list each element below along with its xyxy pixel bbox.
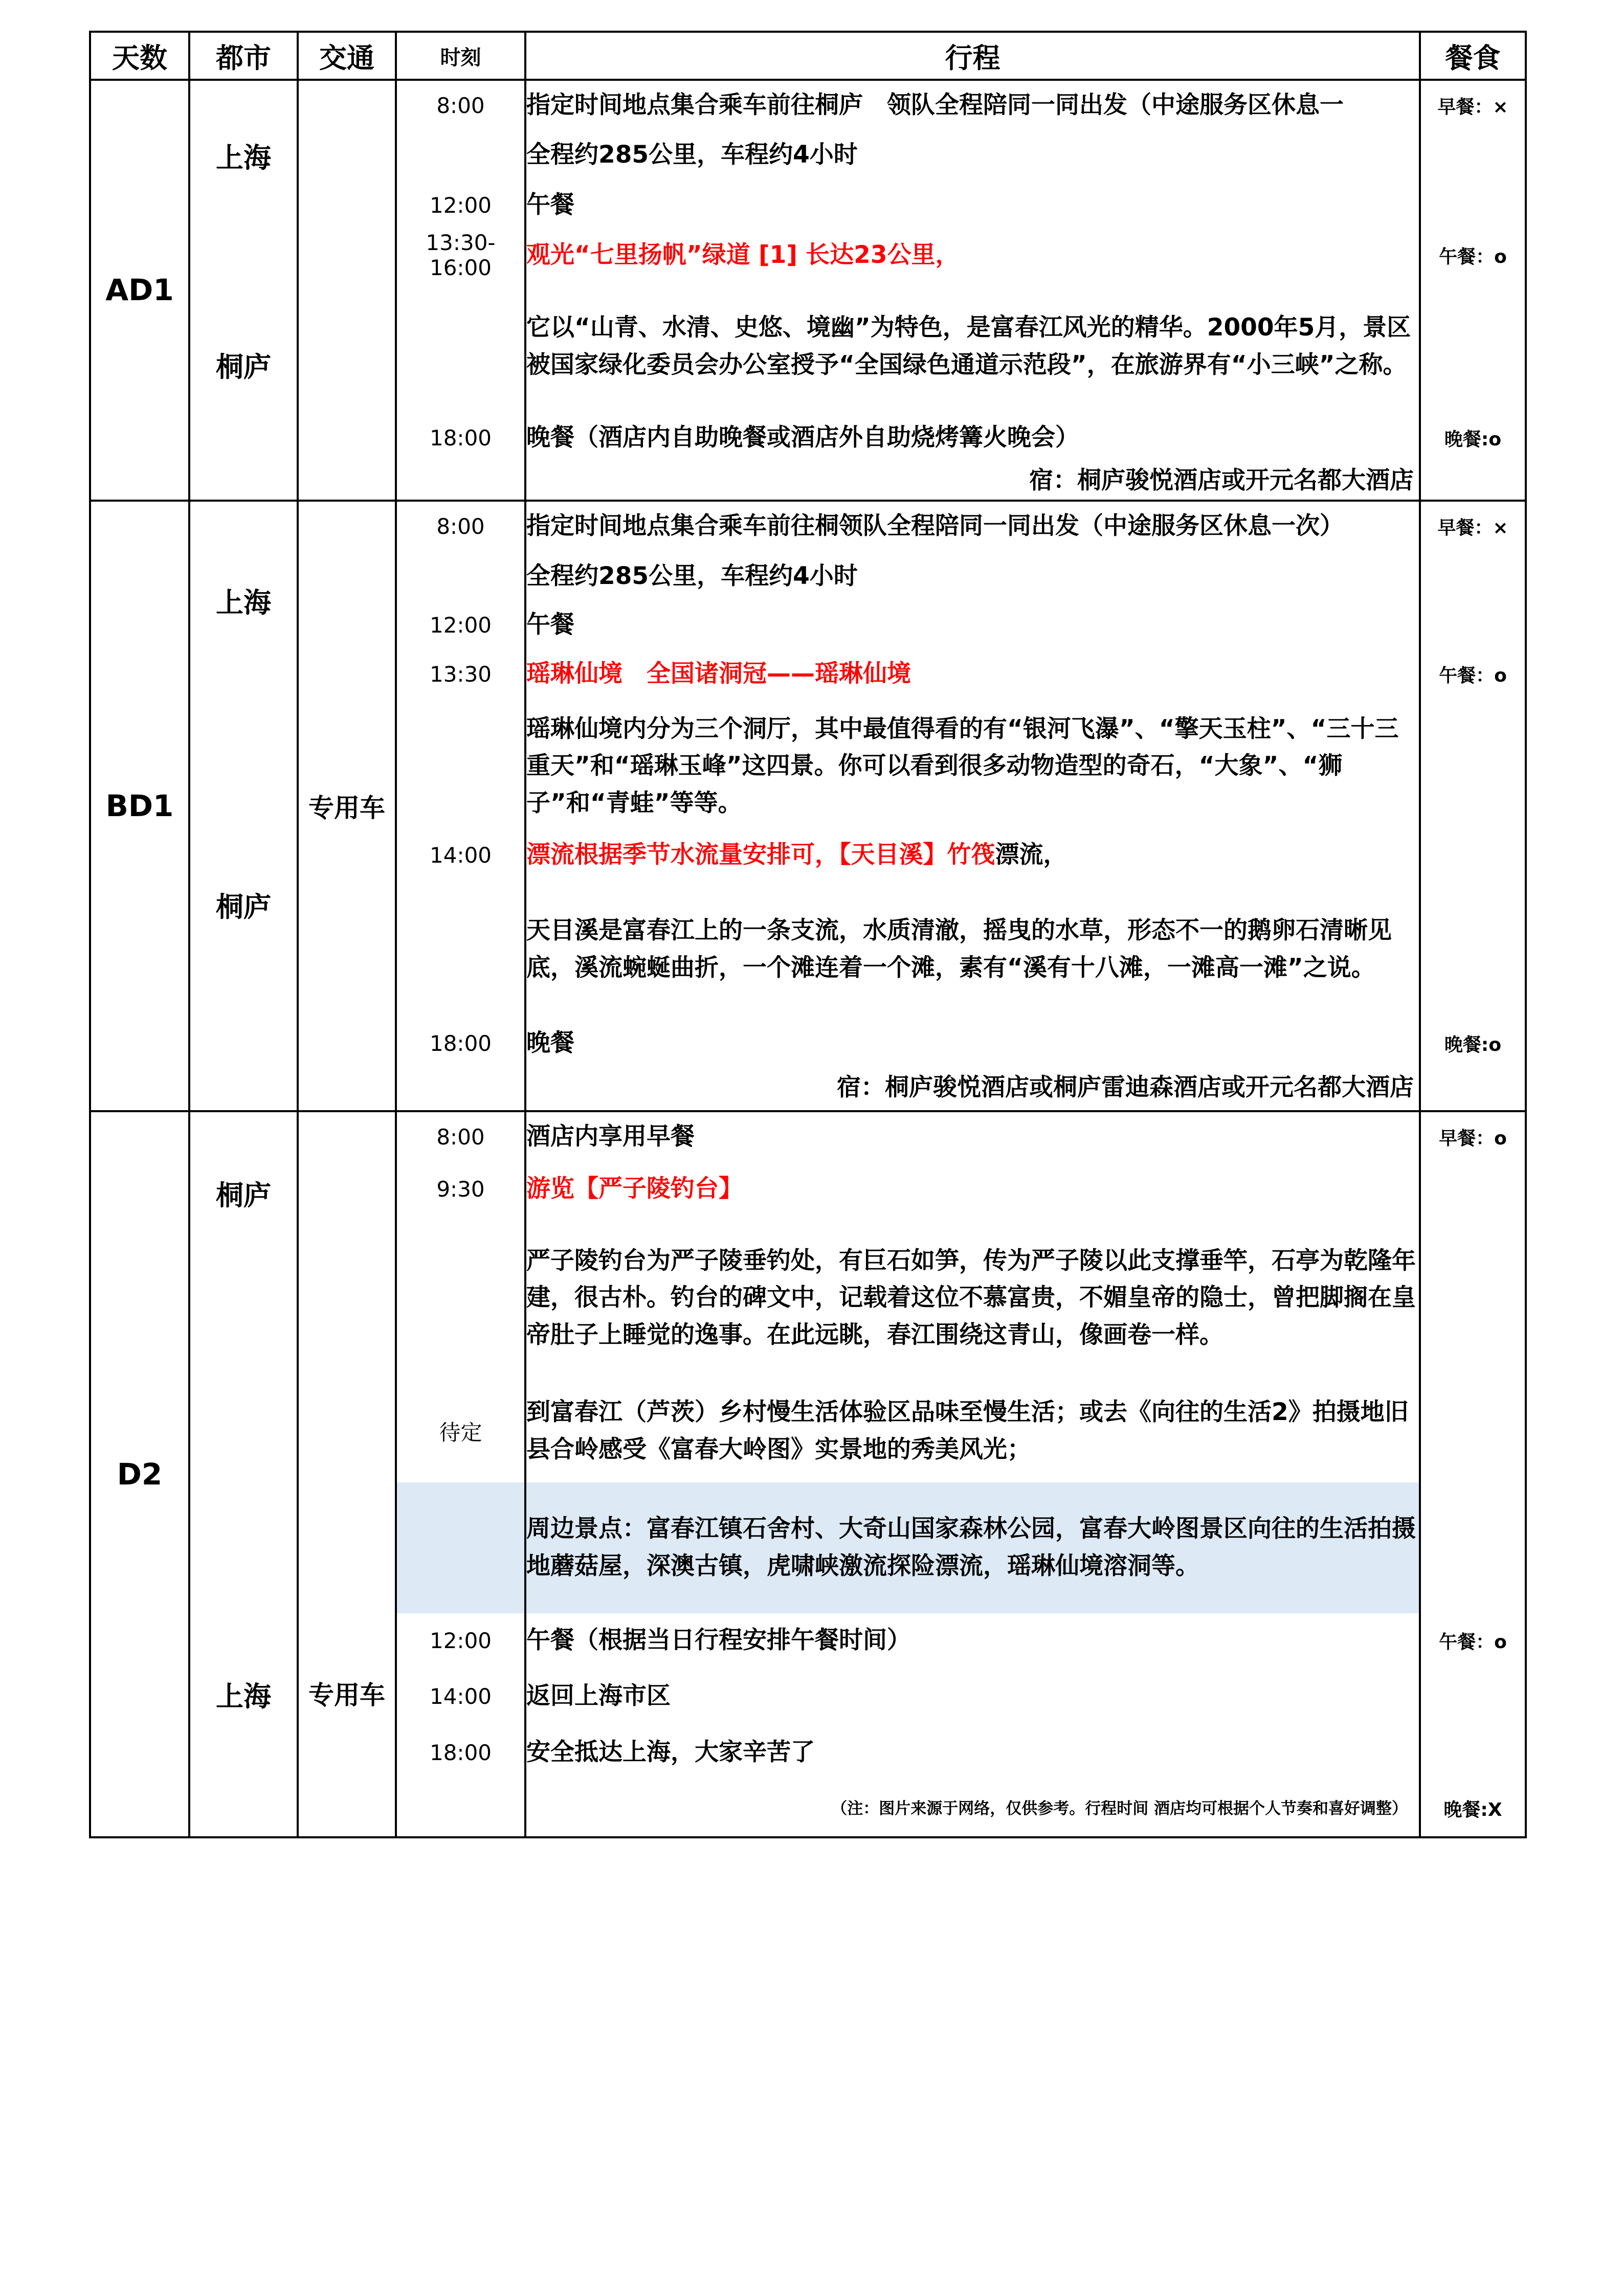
meal-cell: [1420, 280, 1526, 413]
header-transport: 交通: [298, 32, 396, 80]
meal-cell: [1420, 1669, 1526, 1725]
itinerary-highlight: 瑶琳仙境 全国诸洞冠——瑶琳仙境: [525, 649, 1420, 700]
header-city: 都市: [189, 32, 298, 80]
meal-cell: 晚餐:o: [1420, 413, 1526, 462]
hotel-text: 宿：桐庐骏悦酒店或开元名都大酒店: [525, 462, 1420, 501]
meal-cell: [1420, 1725, 1526, 1781]
itinerary-table: [89, 31, 1527, 1838]
header-meal: 餐食: [1420, 32, 1526, 80]
time-cell: [396, 1066, 525, 1111]
meal-cell: 午餐：o: [1420, 649, 1526, 700]
time-cell: [396, 1482, 525, 1613]
footnote-text: （注：图片来源于网络，仅供参考。行程时间 酒店均可根据个人节奏和喜好调整）: [525, 1781, 1420, 1837]
meal-cell: [1420, 878, 1526, 1021]
itinerary-text: 严子陵钓台为严子陵垂钓处，有巨石如笋，传为严子陵以此支撑垂竿，石亭为乾隆年建，很古朴。钓台的碑文中，记载着这位不慕富贵，不媚皇帝的隐士，曾把脚搁在皇帝肚子上睡觉的逸事。在此远眺，春江围绕这青山，像画卷一样。: [525, 1217, 1420, 1380]
table-row: [90, 1613, 1526, 1669]
meal-cell: [1420, 180, 1526, 230]
meal-cell: [1420, 552, 1526, 602]
day-label: BD1: [90, 501, 189, 1111]
meal-cell: [1420, 833, 1526, 878]
table-row: [90, 501, 1526, 552]
time-cell: [396, 552, 525, 602]
meal-cell: 晚餐:o: [1420, 1021, 1526, 1066]
time-cell: [396, 1781, 525, 1837]
header-day: 天数: [90, 32, 189, 80]
itinerary-text: 指定时间地点集合乘车前往桐领队全程陪同一同出发（中途服务区休息一次）: [525, 501, 1420, 552]
city-cell: 桐庐: [189, 700, 298, 1111]
city-cell: 桐庐: [189, 230, 298, 501]
itinerary-highlight: 游览【严子陵钓台】: [525, 1162, 1420, 1217]
itinerary-text: 午餐: [525, 602, 1420, 649]
time-cell: 18:00: [396, 1725, 525, 1781]
city-cell: 上海: [189, 501, 298, 700]
itinerary-text: 酒店内享用早餐: [525, 1111, 1420, 1162]
itinerary-text: 晚餐: [525, 1021, 1420, 1066]
day-label: D2: [90, 1111, 189, 1837]
transport-cell: 专用车: [298, 501, 396, 1111]
time-cell: 18:00: [396, 413, 525, 462]
itinerary-text: 安全抵达上海，大家辛苦了: [525, 1725, 1420, 1781]
meal-cell: 午餐：o: [1420, 1613, 1526, 1669]
meal-cell: 早餐：×: [1420, 80, 1526, 130]
time-cell: 8:00: [396, 501, 525, 552]
itinerary-text: 返回上海市区: [525, 1669, 1420, 1725]
time-cell: 8:00: [396, 80, 525, 130]
itinerary-text: 全程约285公里，车程约4小时: [525, 130, 1420, 180]
time-cell: 待定: [396, 1380, 525, 1482]
transport-cell: [298, 80, 396, 501]
itinerary-text: 午餐: [525, 180, 1420, 230]
time-cell: [396, 462, 525, 501]
time-cell: 14:00: [396, 1669, 525, 1725]
itinerary-text: 瑶琳仙境内分为三个洞厅，其中最值得看的有“银河飞瀑”、“擎天玉柱”、“三十三重天”和“瑶琳玉峰”这四景。你可以看到很多动物造型的奇石，“大象”、“狮子”和“青蛙”等等。: [525, 700, 1420, 833]
transport-cell: [298, 1111, 396, 1613]
header-itinerary: 行程: [525, 32, 1420, 80]
time-cell: 12:00: [396, 180, 525, 230]
table-row: [90, 80, 1526, 130]
day-label: AD1: [90, 80, 189, 501]
meal-cell: [1420, 1162, 1526, 1217]
time-cell: [396, 130, 525, 180]
time-cell: 9:30: [396, 1162, 525, 1217]
meal-cell: 早餐：o: [1420, 1111, 1526, 1162]
meal-cell: 早餐：×: [1420, 501, 1526, 552]
itinerary-text: 指定时间地点集合乘车前往桐庐 领队全程陪同一同出发（中途服务区休息一: [525, 80, 1420, 130]
meal-cell: [1420, 1380, 1526, 1482]
time-cell: [396, 1217, 525, 1380]
meal-cell: [1420, 1217, 1526, 1380]
itinerary-text: 全程约285公里，车程约4小时: [525, 552, 1420, 602]
time-cell: 14:00: [396, 833, 525, 878]
itinerary-text: 午餐（根据当日行程安排午餐时间）: [525, 1613, 1420, 1669]
itinerary-highlight: [525, 833, 1420, 878]
time-cell: 12:00: [396, 1613, 525, 1669]
meal-cell: 午餐：o: [1420, 230, 1526, 280]
time-cell: [396, 280, 525, 413]
rafting-suffix: 漂流，: [995, 841, 1067, 869]
time-cell: 18:00: [396, 1021, 525, 1066]
meal-cell: [1420, 1066, 1526, 1111]
time-cell: [396, 878, 525, 1021]
meal-cell: [1420, 602, 1526, 649]
meal-cell: 晚餐:X: [1420, 1781, 1526, 1837]
meal-cell: [1420, 462, 1526, 501]
time-cell: 13:30: [396, 649, 525, 700]
hotel-text: 宿：桐庐骏悦酒店或桐庐雷迪森酒店或开元名都大酒店: [525, 1066, 1420, 1111]
time-cell: 12:00: [396, 602, 525, 649]
nearby-attractions: 周边景点：富春江镇石舍村、大奇山国家森林公园，富春大岭图景区向往的生活拍摄地蘑菇屋，深澳古镇，虎啸峡激流探险漂流，瑶琳仙境溶洞等。: [525, 1482, 1420, 1613]
header-time: 时刻: [396, 32, 525, 80]
time-cell: 13:30-16:00: [396, 230, 525, 280]
city-cell: 上海: [189, 80, 298, 230]
itinerary-text: 晚餐（酒店内自助晚餐或酒店外自助烧烤篝火晚会）: [525, 413, 1420, 462]
itinerary-highlight: 观光“七里扬帆”绿道 [1] 长达23公里，: [525, 230, 1420, 280]
itinerary-text: 到富春江（芦茨）乡村慢生活体验区品味至慢生活；或去《向往的生活2》拍摄地旧县合岭感受《富春大岭图》实景地的秀美风光；: [525, 1380, 1420, 1482]
header-row: [90, 32, 1526, 80]
meal-cell: [1420, 700, 1526, 833]
meal-cell: [1420, 1482, 1526, 1613]
time-cell: 8:00: [396, 1111, 525, 1162]
time-cell: [396, 700, 525, 833]
itinerary-text: 它以“山青、水清、史悠、境幽”为特色，是富春江风光的精华。2000年5月，景区被国家绿化委员会办公室授予“全国绿色通道示范段”，在旅游界有“小三峡”之称。: [525, 280, 1420, 413]
table-row: [90, 1111, 1526, 1162]
itinerary-text: 天目溪是富春江上的一条支流，水质清澈，摇曳的水草，形态不一的鹅卵石清晰见底，溪流蜿蜒曲折，一个滩连着一个滩，素有“溪有十八滩，一滩高一滩”之说。: [525, 878, 1420, 1021]
city-cell: 桐庐: [189, 1111, 298, 1613]
city-cell: 上海: [189, 1613, 298, 1837]
transport-cell: 专用车: [298, 1613, 396, 1837]
rafting-highlight: 漂流根据季节水流量安排可，【天目溪】竹筏: [526, 841, 995, 869]
meal-cell: [1420, 130, 1526, 180]
